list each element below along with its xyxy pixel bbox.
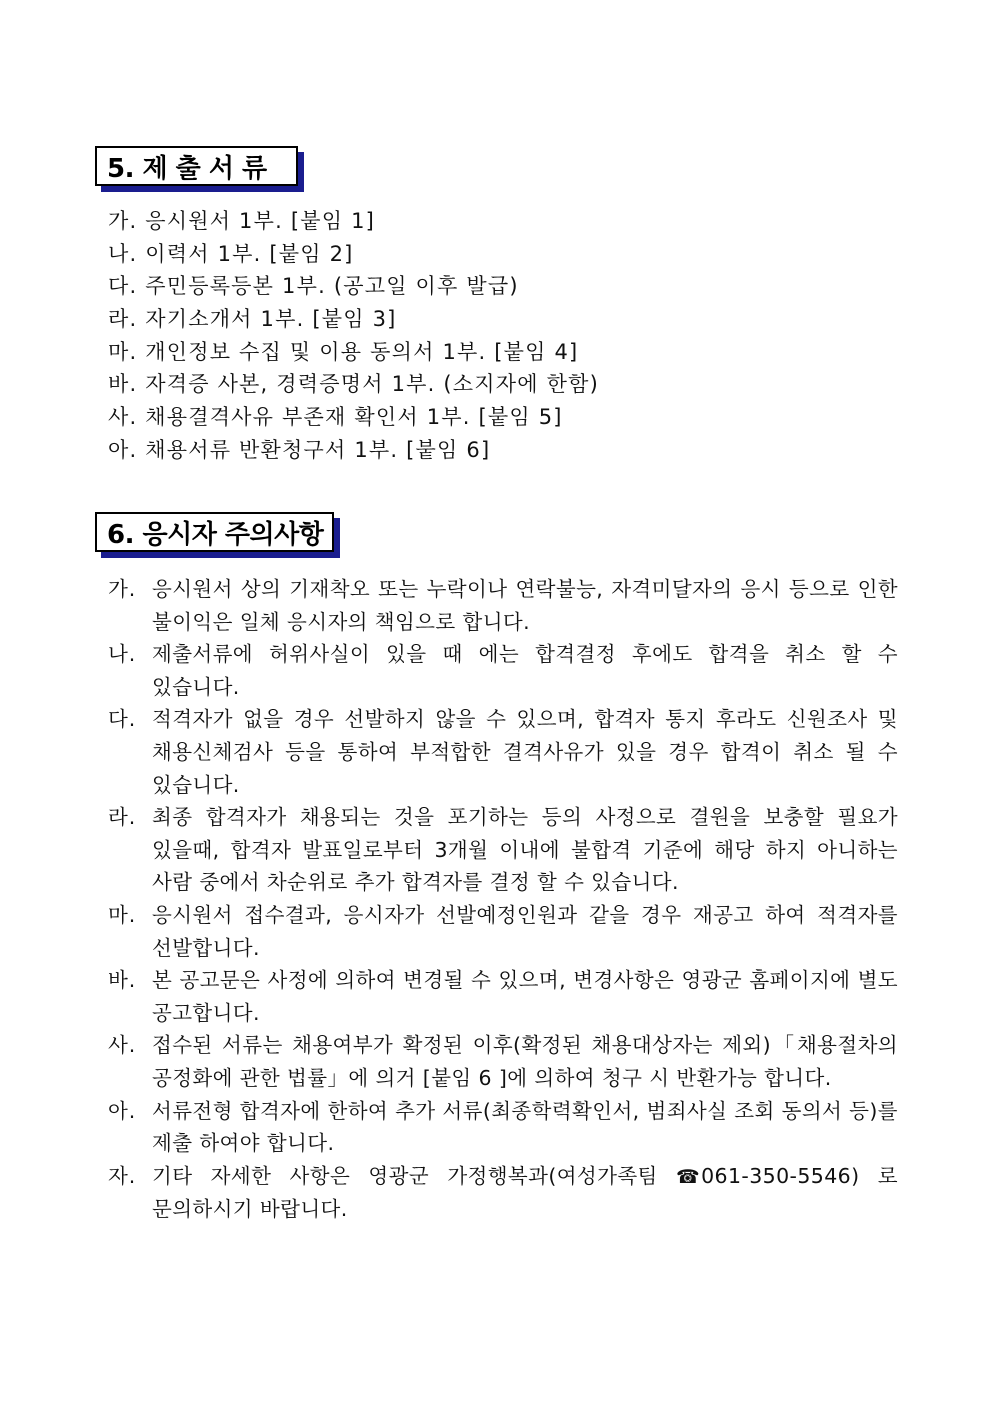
item-text: 응시원서 접수결과, 응시자가 선발예정인원과 같을 경우 재공고 하여 적격자를 선발합니다. [152, 902, 898, 960]
item-marker: 마. [108, 902, 137, 927]
item-marker: 사. [108, 1033, 137, 1058]
item-text: 접수된 서류는 채용여부가 확정된 이후(확정된 채용대상자는 제외)「채용절차의 공정화에 관한 법률」에 의거 [붙임 6 ]에 의하여 청구 시 반환가능 합니다. [152, 1033, 898, 1090]
list-item [108, 964, 898, 1029]
item-text-before: 기타 자세한 사항은 영광군 가정행복과(여성가족팀 [152, 1163, 677, 1188]
item-marker: 다. [108, 707, 137, 732]
phone-icon: ☎ [676, 1165, 701, 1188]
list-item [108, 638, 898, 703]
list-item: 사. 채용결격사유 부존재 확인서 1부. [붙임 5] [108, 405, 563, 430]
item-marker: 가. [108, 577, 137, 601]
item-marker: 나. [108, 642, 137, 667]
list-item [108, 1095, 898, 1160]
list-item: 가. 응시원서 1부. [붙임 1] [108, 209, 376, 233]
list-item: 아. 채용서류 반환청구서 1부. [붙임 6] [108, 437, 491, 462]
list-item: 다. 주민등록등본 1부. (공고일 이후 발급) [108, 274, 519, 299]
item-text: 제출서류에 허위사실이 있을 때 에는 합격결정 후에도 합격을 취소 할 수 있습니다. [152, 642, 898, 699]
item-text: 응시원서 상의 기재착오 또는 누락이나 연락불능, 자격미달자의 응시 등으로 인한 불이익은 일체 응시자의 책임으로 합니다. [152, 577, 898, 634]
list-item [108, 703, 898, 801]
list-item: 나. 이력서 1부. [붙임 2] [108, 241, 354, 266]
list-item [108, 1160, 898, 1226]
list-item: 라. 자기소개서 1부. [붙임 3] [108, 307, 397, 332]
submission-documents-list [108, 205, 908, 467]
list-item [108, 899, 898, 964]
item-text-after: 061-350-5546) 로 문의하시기 바랍니다. [152, 1163, 898, 1222]
item-text: 최종 합격자가 채용되는 것을 포기하는 등의 사정으로 결원을 보충할 필요가 있을때, 합격자 발표일로부터 3개월 이내에 불합격 기준에 해당 하지 아니하는 사람 중에서 차순위로 추가 합격자를 결정 할 수 있습니다. [152, 805, 898, 895]
item-text: 적격자가 없을 경우 선발하지 않을 수 있으며, 합격자 통지 후라도 신원조사 및 채용신체검사 등을 통하여 부적합한 결격사유가 있을 경우 합격이 취소 될 수 있습니다. [152, 707, 898, 797]
section-6-title: 6. 응시자 주의사항 [107, 519, 324, 550]
section-5-heading-box [95, 146, 298, 186]
item-text [152, 1160, 898, 1226]
list-item: 마. 개인정보 수집 및 이용 동의서 1부. [붙임 4] [108, 339, 579, 364]
list-item: 바. 자격증 사본, 경력증명서 1부. (소지자에 한함) [108, 372, 599, 397]
item-text: 본 공고문은 사정에 의하여 변경될 수 있으며, 변경사항은 영광군 홈페이지에 별도 공고합니다. [152, 968, 898, 1025]
section-5-title: 5. 제 출 서 류 [107, 153, 267, 184]
list-item [108, 573, 898, 638]
list-item [108, 1029, 898, 1094]
item-marker: 라. [108, 805, 137, 830]
item-marker: 아. [108, 1098, 137, 1123]
item-marker: 바. [108, 968, 137, 993]
applicant-notes-list [108, 573, 898, 1226]
item-text: 서류전형 합격자에 한하여 추가 서류(최종학력확인서, 범죄사실 조회 동의서 등)를 제출 하여야 합니다. [152, 1098, 898, 1156]
list-item [108, 801, 898, 899]
item-marker: 자. [108, 1163, 137, 1188]
section-6-heading-box [95, 512, 334, 552]
